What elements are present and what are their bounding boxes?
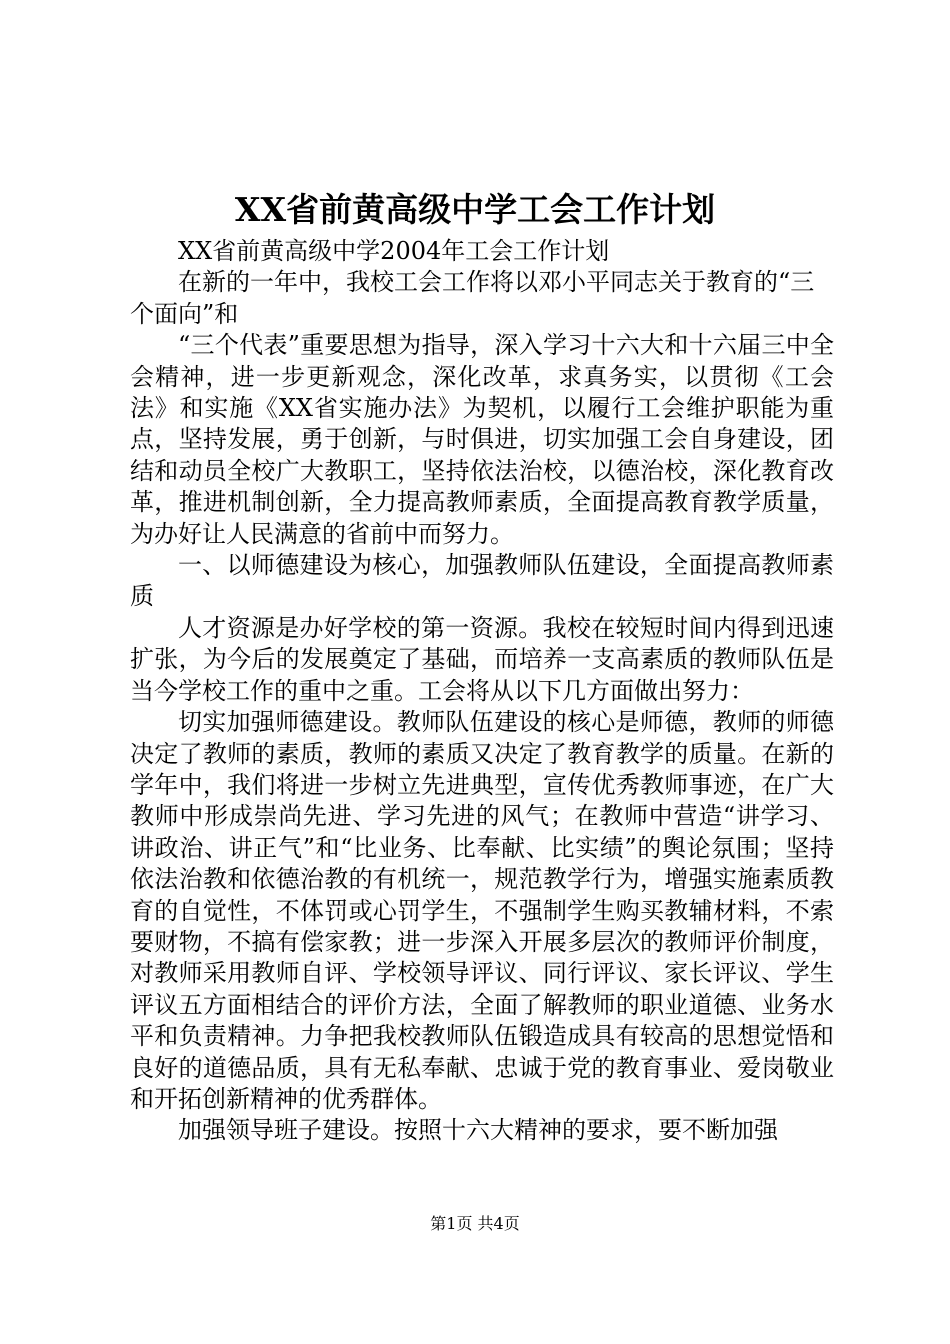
paragraph-subtitle: XX省前黄高级中学2004年工会工作计划 [178,237,610,265]
paragraph-guideline: “三个代表”重要思想为指导，深入学习十六大和十六届三中全会精神，进一步更新观念，深化改革，求真务实，以贯彻《工会法》和实施《XX省实施办法》为契机，以履行工会维护职能为重点，坚持发展，勇于创新，与时俱进，切实加强工会自身建设，团结和动员全校广大教职工，坚持依法治校，以德治校，深化教育改革，推进机制创新，全力提高教师素质，全面提高教育教学质量，为办好让人民满意的省前中而努力。 [130,331,834,548]
section-heading-1: 一、以师德建设为核心，加强教师队伍建设，全面提高教师素质 [130,551,834,611]
paragraph-talent: 人才资源是办好学校的第一资源。我校在较短时间内得到迅速扩张，为今后的发展奠定了基础，而培养一支高素质的教师队伍是当今学校工作的重中之重。工会将从以下几方面做出努力： [130,613,834,705]
page-footer: 第1页 共4页 [430,1214,520,1233]
document-body [130,236,834,1147]
document-title: XX省前黄高级中学工会工作计划 [234,190,716,229]
paragraph-leadership: 加强领导班子建设。按照十六大精神的要求，要不断加强 [178,1116,778,1145]
paragraph-intro: 在新的一年中，我校工会工作将以邓小平同志关于教育的“三个面向”和 [130,268,815,328]
paragraph-ethics: 切实加强师德建设。教师队伍建设的核心是师德，教师的师德决定了教师的素质，教师的素质又决定了教育教学的质量。在新的学年中，我们将进一步树立先进典型，宣传优秀教师事迹，在广大教师中形成崇尚先进、学习先进的风气；在教师中营造“讲学习、讲政治、讲正气”和“比业务、比奉献、比实绩”的舆论氛围；坚持依法治教和依德治教的有机统一，规范教学行为，增强实施素质教育的自觉性，不体罚或心罚学生，不强制学生购买教辅材料，不索要财物，不搞有偿家教；进一步深入开展多层次的教师评价制度，对教师采用教师自评、学校领导评议、同行评议、家长评议、学生评议五方面相结合的评价方法，全面了解教师的职业道德、业务水平和负责精神。力争把我校教师队伍锻造成具有较高的思想觉悟和良好的道德品质，具有无私奉献、忠诚于党的教育事业、爱岗敬业和开拓创新精神的优秀群体。 [130,708,834,1113]
